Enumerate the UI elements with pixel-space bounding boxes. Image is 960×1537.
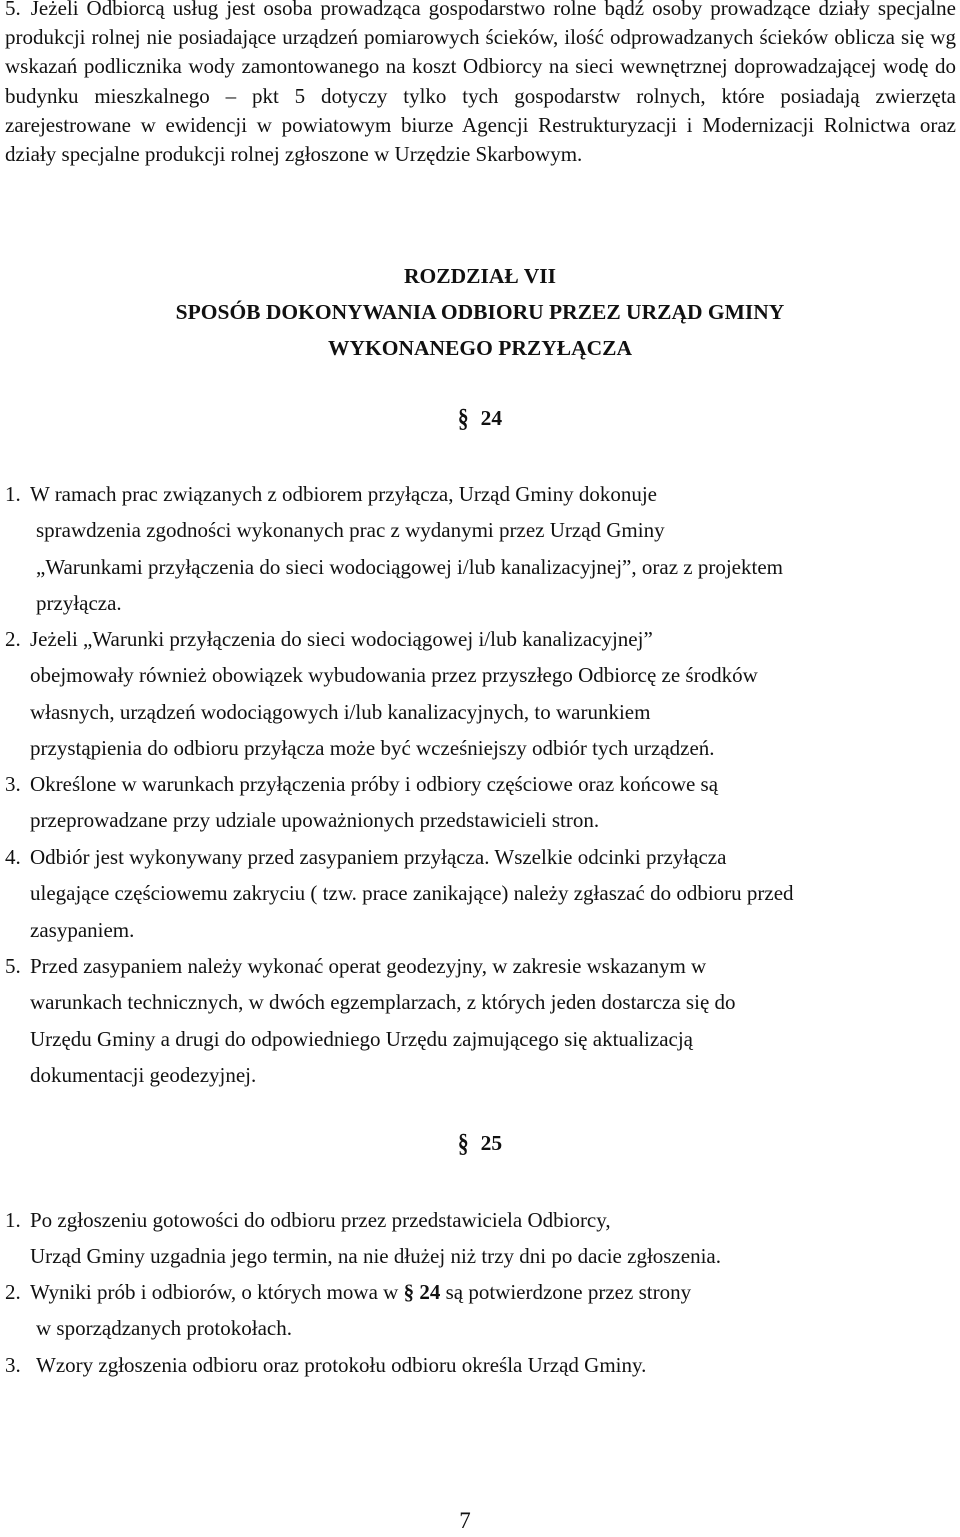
item-number: 1. — [5, 1208, 21, 1232]
item-line: „Warunkami przyłączenia do sieci wodociągowej i/lub kanalizacyjnej”, oraz z projektem — [36, 554, 783, 579]
item-line: sprawdzenia zgodności wykonanych prac z wydanymi przez Urząd Gminy — [36, 518, 665, 543]
item-line: przystąpienia do odbioru przyłącza może być wcześniejszy odbiór tych urządzeń. — [30, 735, 715, 760]
item-line: dokumentacji geodezyjnej. — [30, 1062, 257, 1087]
paragraph-5 — [5, 0, 956, 169]
item-line: Określone w warunkach przyłączenia próby i odbiory częściowe oraz końcowe są — [30, 772, 719, 796]
item-line: przyłącza. — [36, 590, 122, 615]
chapter-subtitle-line2: WYKONANEGO PRZYŁĄCZA — [327, 336, 632, 360]
item-line: W ramach prac związanych z odbiorem przyłącza, Urząd Gminy dokonuje — [30, 482, 657, 506]
paragraph-number: 5. — [5, 0, 21, 20]
item-number: 3. — [5, 772, 21, 796]
item-line: Jeżeli „Warunki przyłączenia do sieci wodociągowej i/lub kanalizacyjnej” — [30, 627, 653, 651]
item-line: własnych, urządzeń wodociągowych i/lub kanalizacyjnych, to warunkiem — [30, 699, 651, 724]
item-number: 2. — [5, 627, 21, 651]
section-25-heading — [0, 1127, 960, 1158]
item-number: 4. — [5, 845, 21, 869]
item-line: Wzory zgłoszenia odbioru oraz protokołu odbioru określa Urząd Gminy. — [36, 1353, 647, 1377]
section-reference-number: 24 — [419, 1280, 441, 1304]
item-line: w sporządzanych protokołach. — [36, 1316, 292, 1341]
item-number: 5. — [5, 954, 21, 978]
item-line: Odbiór jest wykonywany przed zasypaniem przyłącza. Wszelkie odcinki przyłącza — [30, 845, 727, 869]
item-number: 1. — [5, 482, 21, 506]
item-line: warunkach technicznych, w dwóch egzemplarzach, z których jeden dostarcza się do — [30, 990, 736, 1015]
section-24-item-3 — [0, 766, 950, 839]
item-text-after: są potwierdzone przez strony — [440, 1280, 692, 1304]
item-line: zasypaniem. — [30, 917, 135, 942]
section-24-item-5 — [0, 948, 950, 1093]
section-24-heading — [0, 402, 960, 433]
item-line: Po zgłoszeniu gotowości do odbioru przez przedstawiciela Odbiorcy, — [30, 1208, 611, 1232]
page-number: 7 — [459, 1508, 471, 1533]
section-reference — [404, 1280, 441, 1304]
item-line: Przed zasypaniem należy wykonać operat geodezyjny, w zakresie wskazanym w — [30, 954, 707, 978]
section-symbol: § — [403, 1280, 415, 1304]
section-number: 25 — [480, 1131, 503, 1155]
section-25-item-1 — [0, 1202, 950, 1275]
section-24-item-1 — [0, 476, 950, 621]
item-line — [0, 1274, 950, 1310]
section-24-item-2 — [0, 621, 950, 766]
item-line: obejmowały również obowiązek wybudowania przez przyszłego Odbiorcę ze środków — [30, 663, 758, 688]
section-symbol: § — [457, 1127, 469, 1158]
item-number: 3. — [5, 1353, 21, 1377]
item-line: Urzędu Gminy a drugi do odpowiedniego Urzędu zajmującego się aktualizacją — [30, 1026, 694, 1051]
section-number: 24 — [480, 406, 503, 430]
item-line: przeprowadzane przy udziale upoważnionych przedstawicieli stron. — [30, 808, 600, 833]
section-25-item-3 — [0, 1347, 950, 1383]
chapter-title: ROZDZIAŁ VII — [404, 264, 556, 288]
item-line: ulegające częściowemu zakryciu ( tzw. prace zanikające) należy zgłaszać do odbioru przed — [30, 881, 794, 906]
item-line: Urząd Gminy uzgadnia jego termin, na nie dłużej niż trzy dni po dacie zgłoszenia. — [30, 1244, 722, 1269]
item-text-before: Wyniki prób i odbiorów, o których mowa w — [30, 1280, 404, 1304]
chapter-subtitle-line1: SPOSÓB DOKONYWANIA ODBIORU PRZEZ URZĄD GMINY — [175, 300, 785, 324]
section-symbol: § — [457, 402, 469, 433]
paragraph-text: Jeżeli Odbiorcą usług jest osoba prowadząca gospodarstwo rolne bądź osoby prowadzące działy specjalne produkcji rolnej nie posiadające urządzeń pomiarowych ścieków, ilość odprowadzanych ścieków oblicza się wg wskazań podlicznika wody zamontowanego na koszt Odbiorcy na sieci wewnętrznej doprowadzającej wodę do budynku mieszkalnego – pkt 5 dotyczy tylko tych gospodarstw rolnych, które posiadają zwierzęta zarejestrowane w ewidencji w powiatowym biurze Agencji Restrukturyzacji i Modernizacji Rolnictwa oraz działy specjalne produkcji rolnej zgłoszone w Urzędzie Skarbowym. — [5, 0, 956, 167]
section-25-item-2 — [0, 1274, 950, 1347]
section-24-item-4 — [0, 839, 950, 948]
item-number: 2. — [5, 1280, 21, 1304]
